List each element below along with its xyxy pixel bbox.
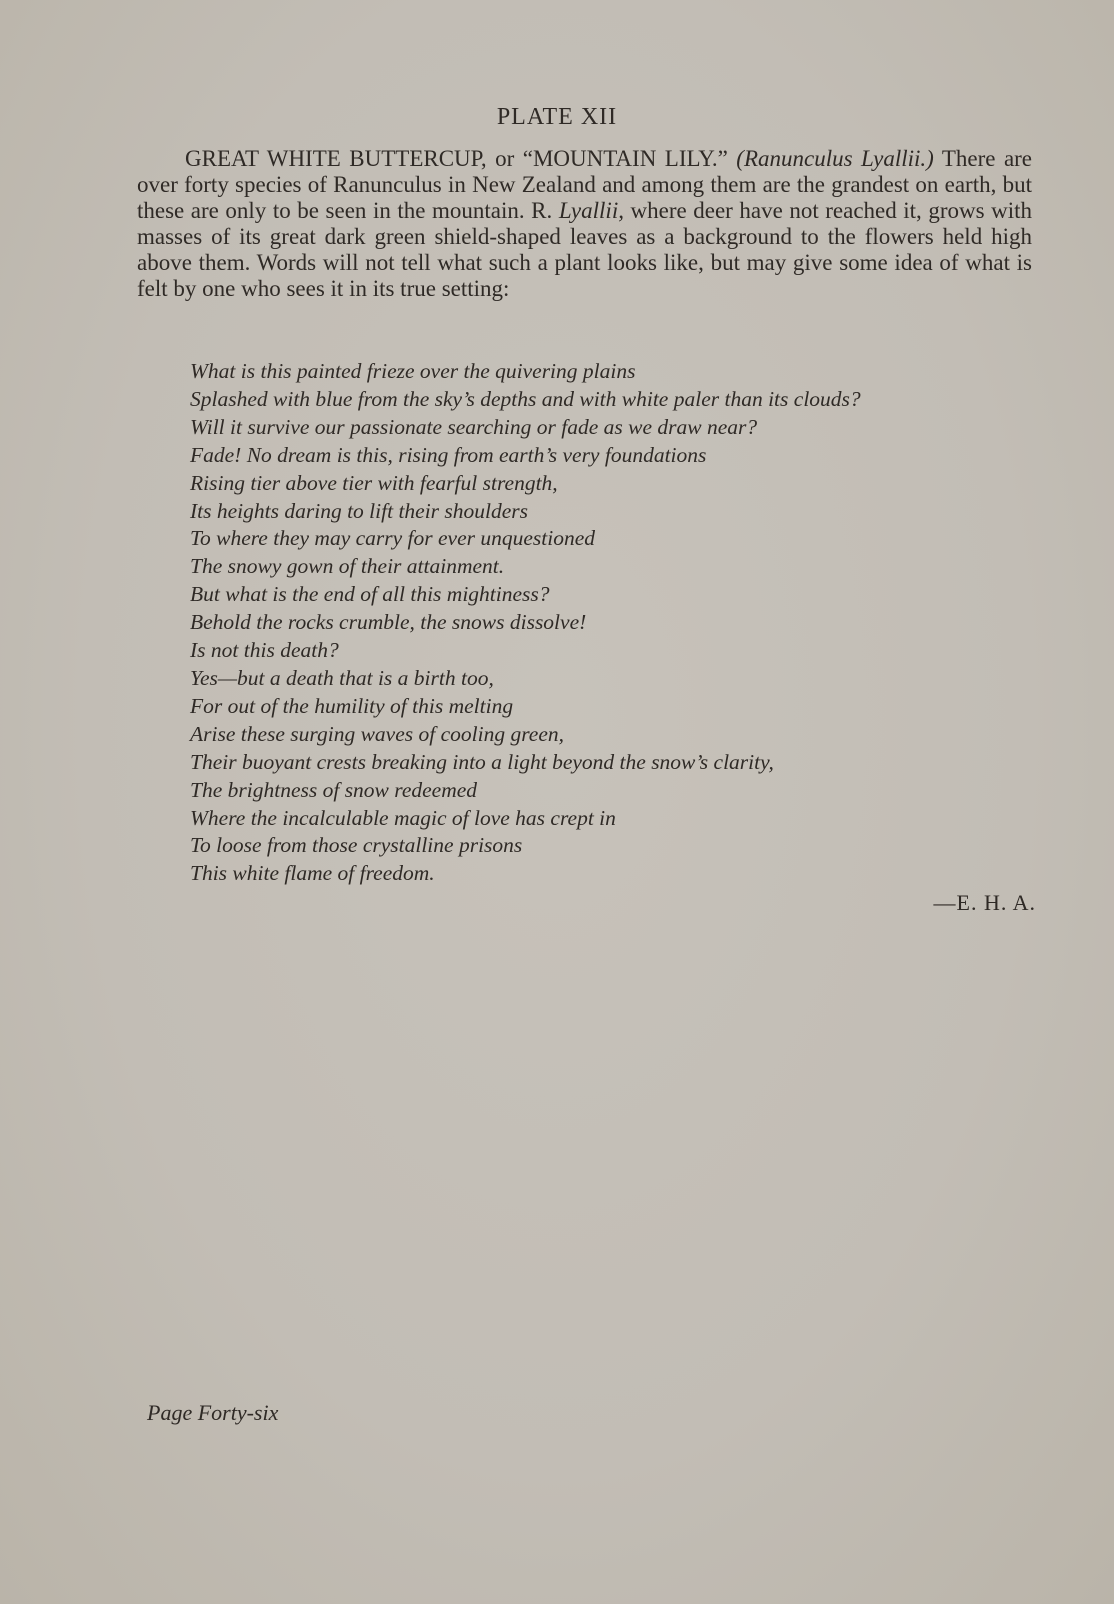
intro-text-part-2: where deer have not reached it, grows with masses of its great dark green shield-shaped leaves as a background to the flowers held high above them. Words will not tell what such a plant looks like, but may give some idea of what is felt by one who sees it in its true setting: <box>137 198 1033 301</box>
poem-line: Its heights daring to lift their shoulders <box>190 498 529 523</box>
poem-line: The snowy gown of their attainment. <box>190 554 505 579</box>
poem-line: To where they may carry for ever unquestioned <box>190 526 596 551</box>
poem-line: But what is the end of all this mightiness? <box>190 582 550 607</box>
poem-line: This white flame of freedom. <box>190 861 435 886</box>
poem-line: Where the incalculable magic of love has crept in <box>190 805 616 830</box>
species-name: Lyallii, <box>558 198 624 223</box>
poem-line: Rising tier above tier with fearful strength, <box>190 470 558 495</box>
latin-name: (Ranunculus Lyallii.) <box>736 146 934 171</box>
poem-line: Their buoyant crests breaking into a light beyond the snow’s clarity, <box>190 749 774 774</box>
poem-line: Will it survive our passionate searching or fade as we draw near? <box>190 414 758 439</box>
poem-line: Fade! No dream is this, rising from earth’s very foundations <box>190 442 707 467</box>
poem-line: For out of the humility of this melting <box>190 693 514 718</box>
page-number: Page Forty-six <box>147 1400 279 1425</box>
poem-line: Arise these surging waves of cooling green, <box>190 721 565 746</box>
poem-line: Splashed with blue from the sky’s depths and with white paler than its clouds? <box>190 386 861 411</box>
poem-line: Behold the rocks crumble, the snows dissolve! <box>190 610 587 635</box>
intro-paragraph <box>137 146 1032 302</box>
poem-line: The brightness of snow redeemed <box>190 777 478 802</box>
poem-signature: —E. H. A. <box>933 890 1036 915</box>
intro-text-part-1: There are over forty species of Ranunculus in New Zealand and among them are the grandest on earth, but these are only to be seen in the mountain. R. <box>137 146 1033 223</box>
poem-line: What is this painted frieze over the quivering plains <box>190 359 636 383</box>
intro-heading: GREAT WHITE BUTTERCUP, or “MOUNTAIN LILY.” <box>185 146 728 171</box>
poem-line: To loose from those crystalline prisons <box>190 833 523 858</box>
poem-line: Yes—but a death that is a birth too, <box>190 665 494 690</box>
poem <box>190 358 1050 888</box>
poem-line: Is not this death? <box>190 638 339 663</box>
plate-title: PLATE XII <box>496 104 618 130</box>
